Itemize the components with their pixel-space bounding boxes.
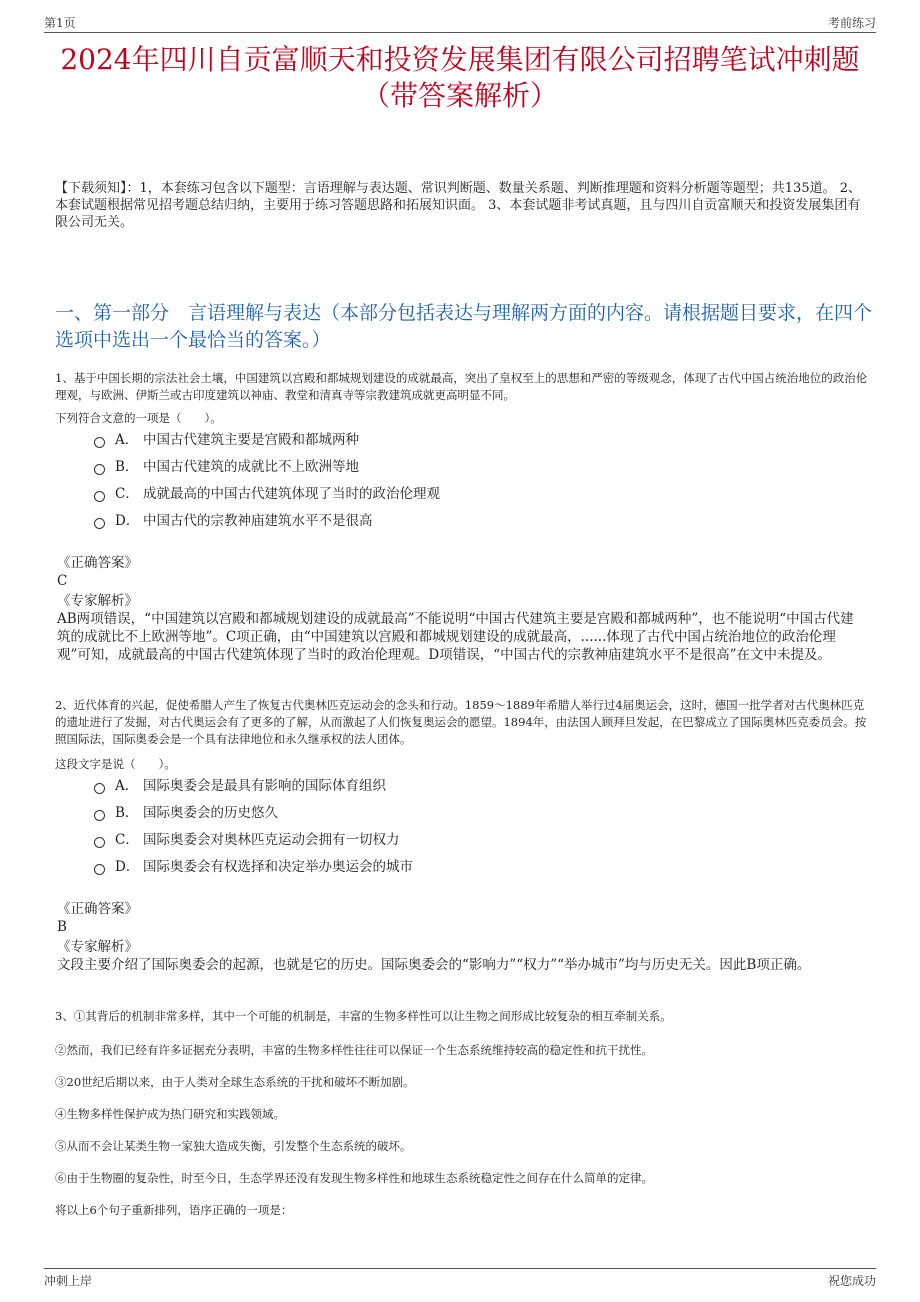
radio-icon[interactable] [94,491,105,502]
option-text: 国际奥委会的历史悠久 [143,805,278,821]
q3-sentence-3: ③20世纪后期以来，由于人类对全球生态系统的干扰和破坏不断加剧。 [55,1075,415,1089]
q1-analysis: AB两项错误，“中国建筑以宫殿和都城规划建设的成就最高”不能说明“中国古代建筑主要是宫殿和都城两种”，也不能说明“中国古代建筑的成就比不上欧洲等地”。C项正确，由“中国建筑以宫殿和都城规划建设的成就最高，......体现了古代中国占统治地位的政治伦理观”可知，成就最高的中国古代建筑体现了当时的政治伦理观。D项错误，“中国古代的宗教神庙建筑水平不是很高”在文中未提及。 [57,611,854,663]
q2-option-d[interactable] [94,857,413,877]
footer-left: 冲刺上岸 [44,1274,93,1288]
option-letter: C． [115,486,139,502]
q2-prompt: 这段文字是说（ ）。 [55,757,176,771]
q1-answer-label: 《正确答案》 [57,555,138,571]
radio-icon[interactable] [94,518,105,529]
q3-sentence-1: 3、①其背后的机制非常多样，其中一个可能的机制是，丰富的生物多样性可以让生物之间形成比较复杂的相互牵制关系。 [55,1009,672,1023]
option-letter: B． [115,459,139,475]
option-letter: A． [115,432,139,448]
option-letter: D． [115,859,140,875]
q2-option-b[interactable] [94,803,278,823]
header-rule [44,32,876,33]
q3-sentence-6: ⑥由于生物圈的复杂性，时至今日，生态学界还没有发现生物多样性和地球生态系统稳定性之间存在什么简单的定律。 [55,1171,653,1185]
option-text: 国际奥委会有权选择和决定举办奥运会的城市 [143,859,413,875]
option-text: 国际奥委会对奥林匹克运动会拥有一切权力 [143,832,400,848]
header-category: 考前练习 [827,16,876,30]
radio-icon[interactable] [94,783,105,794]
option-text: 国际奥委会是最具有影响的国际体育组织 [143,778,386,794]
radio-icon[interactable] [94,810,105,821]
q1-answer: C [57,573,68,589]
radio-icon[interactable] [94,437,105,448]
footer-rule [44,1268,876,1269]
option-text: 成就最高的中国古代建筑体现了当时的政治伦理观 [143,486,440,502]
option-letter: C． [115,832,139,848]
q1-option-a[interactable] [94,430,359,450]
footer-right: 祝您成功 [827,1274,876,1288]
radio-icon[interactable] [94,837,105,848]
q1-analysis-label: 《专家解析》 [57,593,138,609]
q3-sentence-2: ②然而，我们已经有许多证据充分表明，丰富的生物多样性往往可以保证一个生态系统维持较高的稳定性和抗干扰性。 [55,1043,653,1057]
q1-prompt: 下列符合文意的一项是（ ）。 [55,411,222,425]
option-letter: B． [115,805,139,821]
document-title: 2024年四川自贡富顺天和投资发展集团有限公司招聘笔试冲刺题（带答案解析） [60,43,860,112]
q3-sentence-4: ④生物多样性保护成为热门研究和实践领域。 [55,1107,285,1121]
q1-option-c[interactable] [94,484,440,504]
q3-sentence-5: ⑤从而不会让某类生物一家独大造成失衡，引发整个生态系统的破坏。 [55,1139,412,1153]
q1-text: 1、基于中国长期的宗法社会土壤，中国建筑以宫殿和都城规划建设的成就最高，突出了皇权至上的思想和严密的等级观念，体现了古代中国占统治地位的政治伦理观，与欧洲、伊斯兰或古印度建筑以神庙、教堂和清真寺等宗教建筑成就更高明显不同。 [55,371,868,402]
option-letter: D． [115,513,140,529]
radio-icon[interactable] [94,864,105,875]
download-notice: 【下载须知】：1，本套练习包含以下题型：言语理解与表达题、常识判断题、数量关系题、判断推理题和资料分析题等题型；共135道。 2、本套试题根据常见招考题总结归纳，主要用于练习答题思路和拓展知识面。 3、本套试题非考试真题，且与四川自贡富顺天和投资发展集团有限公司无关。 [55,181,861,230]
q2-analysis: 文段主要介绍了国际奥委会的起源，也就是它的历史。国际奥委会的“影响力”“权力”“举办城市”均与历史无关。因此B项正确。 [57,957,811,973]
q3-prompt: 将以上6个句子重新排列，语序正确的一项是： [55,1203,293,1217]
q2-text: 2、近代体育的兴起，促使希腊人产生了恢复古代奥林匹克运动会的念头和行动。1859～1889年希腊人举行过4届奥运会，这时，德国一批学者对古代奥林匹克的遗址进行了发掘，对古代奥运会有了更多的了解，从而激起了人们恢复奥运会的愿望。1894年，由法国人顾拜旦发起，在巴黎成立了国际奥林匹克委员会。按照国际法，国际奥委会是一个具有法律地位和永久继承权的法人团体。 [55,698,867,746]
section-heading: 一、第一部分 言语理解与表达（本部分包括表达与理解两方面的内容。请根据题目要求，在四个选项中选出一个最恰当的答案。） [55,302,873,351]
option-text: 中国古代建筑主要是宫殿和都城两种 [143,432,359,448]
q2-option-a[interactable] [94,776,386,796]
q1-option-b[interactable] [94,457,359,477]
q2-answer-label: 《正确答案》 [57,901,138,917]
page-number: 第1页 [44,16,76,30]
option-text: 中国古代的宗教神庙建筑水平不是很高 [143,513,373,529]
q2-analysis-label: 《专家解析》 [57,939,138,955]
option-letter: A． [115,778,139,794]
q1-option-d[interactable] [94,511,373,531]
q2-answer: B [57,919,67,935]
q2-option-c[interactable] [94,830,400,850]
radio-icon[interactable] [94,464,105,475]
option-text: 中国古代建筑的成就比不上欧洲等地 [143,459,359,475]
